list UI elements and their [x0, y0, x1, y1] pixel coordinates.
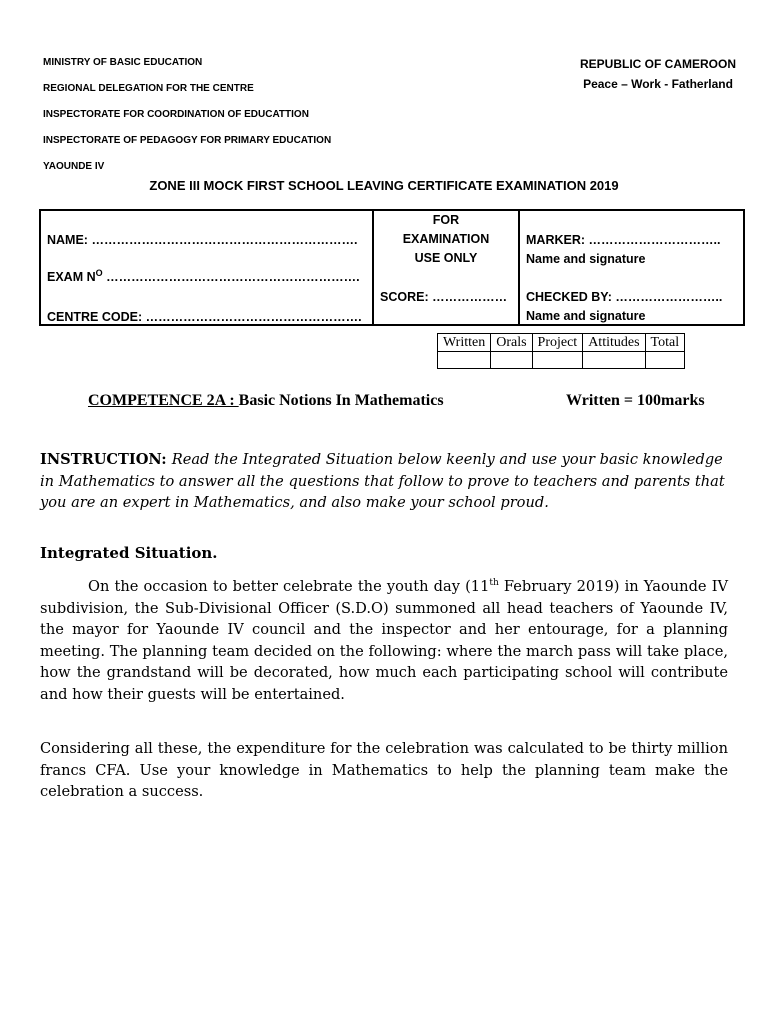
written-total: Written = 100marks — [566, 392, 705, 409]
for-line: FOR — [432, 213, 460, 227]
marks-col-orals: Orals — [491, 334, 532, 352]
p1-sup: th — [489, 578, 499, 589]
competence-label: COMPETENCE 2A : — [88, 392, 239, 409]
situation-paragraph-1 — [40, 576, 728, 706]
exam-number-dots: ……………………………………………………. — [102, 270, 360, 284]
marks-col-project: Project — [532, 334, 583, 352]
exam-title: ZONE III MOCK FIRST SCHOOL LEAVING CERTIFICATE EXAMINATION 2019 — [149, 178, 619, 193]
ministry-line: MINISTRY OF BASIC EDUCATION — [43, 57, 203, 68]
marks-cell-written[interactable] — [438, 352, 491, 369]
marks-cell-total[interactable] — [645, 352, 685, 369]
marks-cell-orals[interactable] — [491, 352, 532, 369]
checked-by-field[interactable]: CHECKED BY: …………………….. — [526, 290, 723, 304]
inspectorate-pedagogy-line: INSPECTORATE OF PEDAGOGY FOR PRIMARY EDUCATION — [43, 135, 332, 146]
checked-signature-label: Name and signature — [526, 309, 646, 323]
situation-paragraph-2: Considering all these, the expenditure for the celebration was calculated to be thirty million francs CFA. Use your knowledge in Mathematics to help the planning team make the celebration a success. — [40, 740, 728, 801]
name-field[interactable]: NAME: ………………………………………………………. — [47, 233, 358, 247]
inspectorate-coordination-line: INSPECTORATE FOR COORDINATION OF EDUCATTION — [43, 109, 309, 120]
marks-table — [437, 333, 685, 369]
republic-line: REPUBLIC OF CAMEROON — [580, 57, 736, 71]
exam-number-field[interactable] — [47, 267, 360, 284]
box-divider-1 — [372, 211, 374, 324]
p1-start: On the occasion to better celebrate the youth day (11 — [88, 578, 490, 595]
exam-info-box — [39, 209, 745, 326]
marks-cell-project[interactable] — [532, 352, 583, 369]
box-divider-2 — [518, 211, 520, 324]
exam-number-sup: O — [95, 267, 103, 278]
delegation-line: REGIONAL DELEGATION FOR THE CENTRE — [43, 83, 254, 94]
integrated-situation-heading: Integrated Situation. — [40, 544, 218, 562]
competence-line — [88, 392, 444, 410]
score-field[interactable]: SCORE: ……………… — [380, 290, 508, 304]
marks-col-written: Written — [438, 334, 491, 352]
exam-number-label: EXAM N — [47, 270, 96, 284]
marks-value-row — [438, 352, 685, 369]
use-only-line: USE ONLY — [414, 251, 478, 265]
marker-field[interactable]: MARKER: ………………………….. — [526, 233, 721, 247]
centre-code-field[interactable]: CENTRE CODE: ……………………………………………. — [47, 310, 362, 324]
examination-line: EXAMINATION — [402, 232, 490, 246]
instruction-block — [40, 449, 730, 514]
marks-col-total: Total — [645, 334, 685, 352]
marks-cell-attitudes[interactable] — [583, 352, 645, 369]
marks-col-attitudes: Attitudes — [583, 334, 645, 352]
marker-signature-label: Name and signature — [526, 252, 646, 266]
instruction-label: INSTRUCTION: — [40, 451, 172, 468]
instruction-text: Read the Integrated Situation below keenly and use your basic knowledge in Mathematics to answer all the questions that follow to prove to teachers and parents that you are an expert in Mathematics, and also make your school proud. — [40, 451, 725, 511]
marks-header-row — [438, 334, 685, 352]
p1-rest: February 2019) in Yaounde IV subdivision, the Sub-Divisional Officer (S.D.O) summoned all head teachers of Yaounde IV, the mayor for Yaounde IV council and the inspector and her entourage, for a planning meeting. The planning team decided on the following: where the march pass will take place, how the grandstand will be decorated, how much each participating school will contribute and how their guests will be entertained. — [40, 578, 728, 703]
competence-subject: Basic Notions In Mathematics — [238, 392, 444, 409]
motto-line: Peace – Work - Fatherland — [583, 77, 733, 91]
yaounde-line: YAOUNDE IV — [43, 161, 105, 172]
